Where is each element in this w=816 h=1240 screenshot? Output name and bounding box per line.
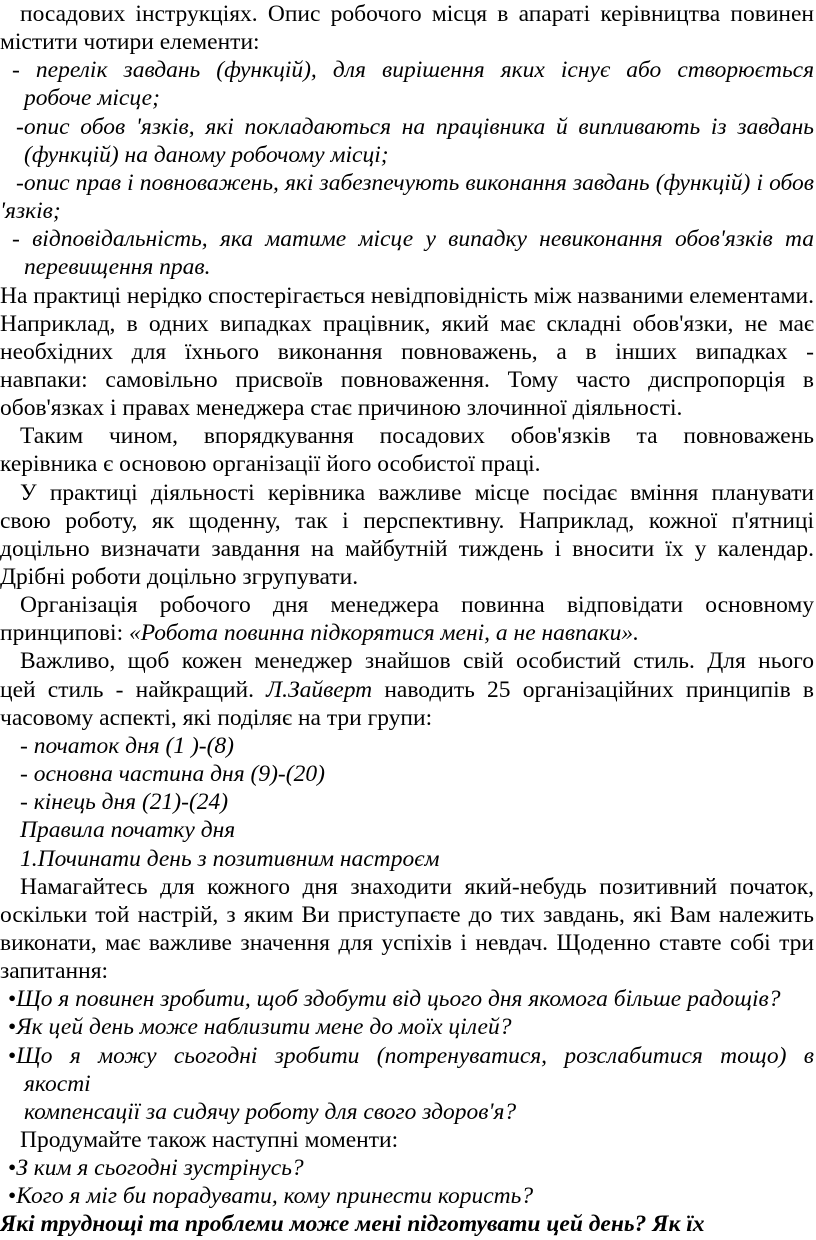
text-segment: Таким чином, впорядкування посадових обов'язків та повноважень bbox=[20, 423, 814, 450]
text-line bbox=[20, 816, 235, 844]
text-segment: містити чотири елементи: bbox=[0, 29, 260, 56]
text-line bbox=[24, 84, 160, 112]
text-segment: перелік завдань (функцій), для вирішення яких існує або створюється bbox=[35, 57, 814, 84]
text-line bbox=[0, 394, 682, 422]
text-line bbox=[20, 479, 814, 507]
text-line bbox=[0, 450, 541, 478]
text-line bbox=[0, 929, 814, 957]
text-line bbox=[0, 1210, 705, 1238]
text-line bbox=[0, 338, 814, 366]
text-segment: оскільки той настрій, з яким Ви приступаєте до тих завдань, які Вам належить bbox=[0, 901, 814, 928]
text-segment: Організація робочого дня менеджера повинна відповідати основному bbox=[20, 592, 814, 619]
text-segment: Намагайтесь для кожного дня знаходити який-небудь позитивний початок, bbox=[20, 873, 814, 900]
text-segment: - bbox=[12, 57, 36, 84]
text-segment: - bbox=[12, 226, 33, 253]
text-line bbox=[0, 366, 814, 394]
text-line bbox=[20, 845, 439, 873]
text-line bbox=[8, 1154, 304, 1182]
text-segment: робоче місце; bbox=[24, 85, 160, 112]
text-line bbox=[0, 28, 260, 56]
text-line bbox=[0, 310, 814, 338]
text-line bbox=[20, 0, 814, 28]
text-line bbox=[0, 619, 639, 647]
text-line bbox=[20, 422, 814, 450]
text-segment: наводить 25 організаційних принципів в bbox=[372, 676, 814, 703]
text-segment: початок дня (1 )-(8) bbox=[33, 732, 234, 759]
text-segment: Що я повинен зробити, щоб здобути від цього дня якомога більше радощів? bbox=[16, 986, 781, 1013]
text-line bbox=[0, 507, 814, 535]
text-segment: З ким я сьогодні зустрінусь? bbox=[16, 1155, 304, 1182]
text-segment: перевищення прав. bbox=[24, 254, 211, 281]
text-line bbox=[24, 1070, 91, 1098]
text-segment: - bbox=[20, 789, 34, 816]
text-line bbox=[20, 1126, 398, 1154]
text-line bbox=[8, 1013, 511, 1041]
text-line bbox=[0, 197, 61, 225]
text-line bbox=[8, 985, 780, 1013]
text-segment: (функцій) на даному робочому місці; bbox=[24, 141, 389, 168]
text-segment: • bbox=[8, 986, 17, 1013]
text-segment: У практиці діяльності керівника важливе місце посідає вміння планувати bbox=[20, 479, 814, 506]
text-segment: 1.Починати день з позитивним настроєм bbox=[20, 845, 440, 872]
text-line bbox=[0, 704, 432, 732]
text-segment: свою роботу, як щоденну, так і перспективну. Наприклад, кожної п'ятниці bbox=[0, 507, 814, 534]
text-segment: відповідальність, яка матиме місце у випадку невиконання обов'язків та bbox=[32, 226, 814, 253]
text-segment: • bbox=[8, 1155, 17, 1182]
text-line bbox=[0, 535, 814, 563]
text-line bbox=[0, 676, 814, 704]
text-segment: - bbox=[20, 732, 34, 759]
text-segment: основна частина дня (9)-(20) bbox=[33, 761, 325, 788]
text-segment: - bbox=[20, 761, 34, 788]
text-segment: навпаки: самовільно присвоїв повноваження. Тому часто диспропорція в bbox=[0, 366, 814, 393]
text-segment: • bbox=[8, 1183, 17, 1210]
text-segment: Л.Зайверт bbox=[266, 676, 373, 703]
text-segment: керівника є основою організації його особистої праці. bbox=[0, 451, 541, 478]
text-segment: Кого я міг би порадувати, кому принести користь? bbox=[16, 1183, 534, 1210]
text-segment: виконати, має важливе значення для успіхів і невдач. Щоденно ставте собі три bbox=[0, 929, 814, 956]
text-segment: Продумайте також наступні моменти: bbox=[20, 1127, 399, 1153]
text-line bbox=[24, 1098, 516, 1126]
text-segment: -опис обов 'язків, які покладаються на працівника й випливають із завдань bbox=[16, 113, 814, 140]
text-line bbox=[8, 1182, 533, 1210]
text-line bbox=[8, 1042, 814, 1070]
text-segment: Як цей день може наблизити мене до моїх цілей? bbox=[16, 1014, 512, 1041]
text-segment: «Робота повинна підкорятися мені, а не навпаки». bbox=[129, 620, 639, 647]
text-line bbox=[20, 732, 234, 760]
text-line bbox=[20, 591, 814, 619]
text-line bbox=[16, 113, 814, 141]
text-segment: необхідних для їхнього виконання повноважень, а в інших випадках - bbox=[0, 338, 814, 365]
text-line bbox=[0, 282, 814, 310]
text-line bbox=[12, 56, 814, 84]
text-line bbox=[0, 563, 358, 591]
text-segment: принципові: bbox=[0, 620, 129, 647]
text-segment: На практиці нерідко спостерігається невідповідність між названими елементами. bbox=[0, 282, 814, 309]
text-line bbox=[20, 788, 228, 816]
text-segment: цей стиль - найкращий. bbox=[0, 676, 267, 703]
text-line bbox=[12, 225, 814, 253]
text-segment: Дрібні роботи доцільно згрупувати. bbox=[0, 564, 359, 590]
text-segment: доцільно визначати завдання на майбутній тиждень і вносити їх у календар. bbox=[0, 535, 814, 562]
text-segment: Що я можу сьогодні зробити (потренуватися, розслабитися тощо) в bbox=[16, 1042, 814, 1069]
text-line bbox=[0, 957, 108, 985]
text-segment: посадових інструкціях. Опис робочого місця в апараті керівництва повинен bbox=[20, 1, 814, 27]
text-line bbox=[20, 760, 325, 788]
text-line bbox=[20, 873, 814, 901]
text-segment: • bbox=[8, 1042, 17, 1069]
text-segment: Правила початку дня bbox=[20, 817, 236, 844]
text-segment: якості bbox=[24, 1070, 91, 1097]
text-segment: -опис прав і повноважень, які забезпечують виконання завдань (функцій) і обов bbox=[16, 169, 814, 196]
text-segment: компенсації за сидячу роботу для свого здоров'я? bbox=[24, 1098, 517, 1125]
text-line bbox=[24, 141, 389, 169]
text-segment: часовому аспекті, які поділяє на три групи: bbox=[0, 704, 433, 731]
text-line bbox=[24, 253, 211, 281]
text-segment: запитання: bbox=[0, 958, 109, 985]
text-segment: Важливо, щоб кожен менеджер знайшов свій особистий стиль. Для нього bbox=[20, 648, 814, 675]
text-line bbox=[0, 901, 814, 929]
text-segment: обов'язках і правах менеджера стає причиною злочинної діяльності. bbox=[0, 395, 683, 422]
text-segment: Які труднощі та проблеми може мені підготувати цей день? Як їх bbox=[0, 1211, 705, 1238]
text-segment: Наприклад, в одних випадках працівник, який має складні обов'язки, не має bbox=[0, 310, 814, 337]
text-line bbox=[20, 647, 814, 675]
text-segment: • bbox=[8, 1014, 17, 1041]
text-segment: 'язків; bbox=[0, 198, 61, 225]
text-segment: кінець дня (21)-(24) bbox=[33, 789, 229, 816]
text-line bbox=[16, 169, 814, 197]
